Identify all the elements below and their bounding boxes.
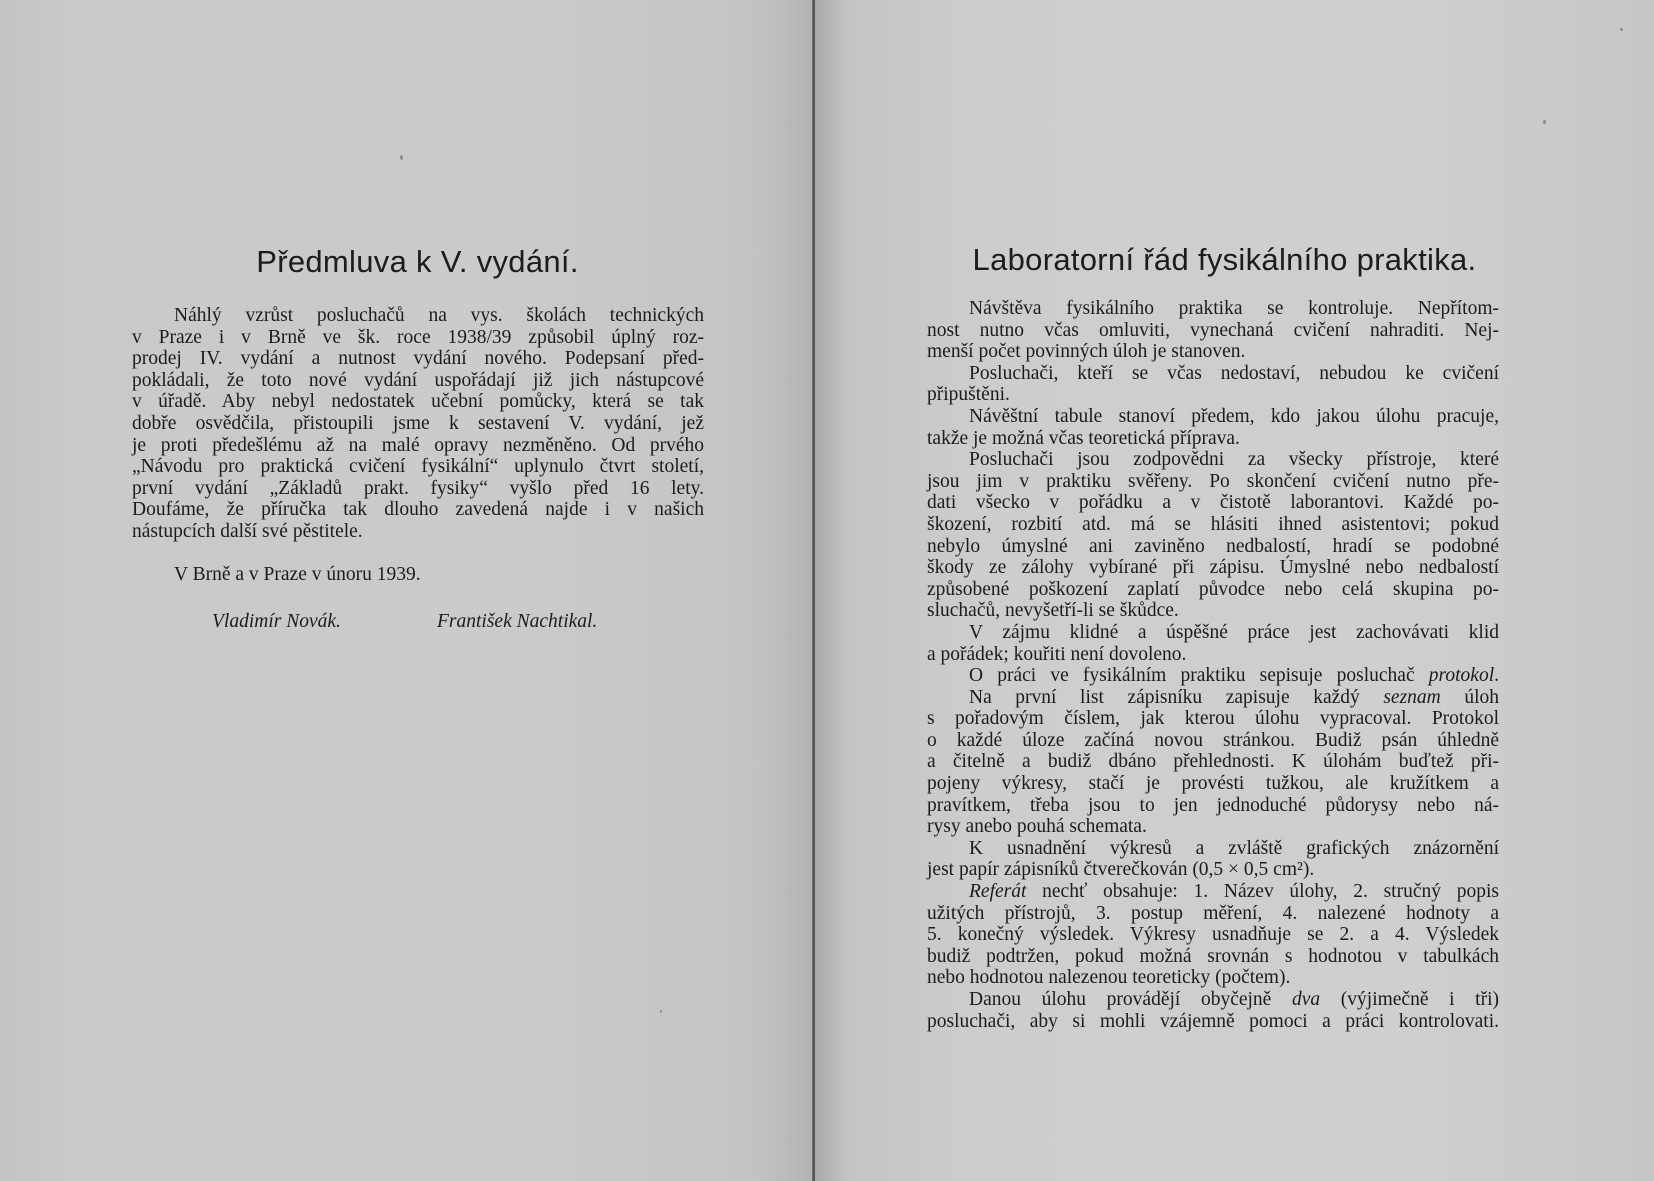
lab-rules-text-line (927, 903, 1499, 925)
text-segment: způsobené poškození zaplatí původce nebo celá skupina po- (927, 578, 1499, 600)
lab-rules-title: Laboratorní řád fysikálního praktika. (972, 242, 1477, 277)
text-segment: užitých přístrojů, 3. postup měření, 4. nalezené hodnoty a (927, 902, 1499, 924)
preface-text-line: je proti předešlému až na malé opravy nezměněno. Od prvého (132, 434, 704, 456)
lab-rules-text-line (927, 363, 1499, 385)
text-segment: K usnadnění výkresů a zvláště grafických znázornění (969, 837, 1499, 859)
lab-rules-text-line (927, 924, 1499, 946)
lab-rules-text-line (927, 449, 1499, 471)
preface-title: Předmluva k V. vydání. (256, 244, 579, 279)
preface-text-line: v Praze i v Brně ve šk. roce 1938/39 způsobil úplný roz- (132, 326, 704, 348)
text-segment: připuštěni. (927, 384, 1010, 406)
text-segment: o každé úloze začíná novou stránkou. Budiž psán úhledně (927, 729, 1499, 751)
text-segment: Na první list zápisníku zapisuje každý (969, 686, 1384, 708)
lab-rules-text-line (927, 492, 1499, 514)
lab-rules-text-line (927, 471, 1499, 493)
text-segment: V zájmu klidné a úspěšné práce jest zachovávati klid (969, 621, 1499, 643)
lab-rules-text-line (927, 557, 1499, 579)
text-segment: O práci ve fysikálním praktiku sepisuje posluchač (969, 665, 1429, 687)
text-segment: . (1494, 665, 1499, 687)
lab-rules-text-line (927, 514, 1499, 536)
italic-term: protokol (1428, 665, 1495, 687)
preface-text-line: nástupcích další své pěstitele. (132, 520, 363, 542)
lab-rules-body (927, 298, 1499, 1032)
italic-term: seznam (1383, 686, 1441, 708)
text-segment: rysy anebo pouhá schemata. (927, 816, 1147, 838)
lab-rules-text-line (927, 622, 1499, 644)
preface-text-line: Náhlý vzrůst posluchačů na vys. školách technických (174, 305, 704, 326)
lab-rules-text-line (927, 946, 1499, 968)
text-segment: nebo hodnotou nalezenou teoreticky (počtem). (927, 967, 1291, 989)
text-segment: budiž podtržen, pokud možná srovnán s hodnotou v tabulkách (927, 945, 1499, 967)
text-segment: nechť obsahuje: 1. Název úlohy, 2. stručný popis (1026, 881, 1499, 903)
text-segment: škody ze zálohy vybírané při zápisu. Úmyslné nebo nedbalostí (927, 557, 1499, 579)
lab-rules-text-line (927, 967, 1499, 989)
lab-rules-text-line (927, 644, 1499, 666)
text-segment: takže je možná včas teoretická příprava. (927, 427, 1240, 449)
lab-rules-text-line (927, 773, 1499, 795)
lab-rules-text-line (927, 838, 1499, 860)
text-segment: Návěštní tabule stanoví předem, kdo jakou úlohu pracuje, (969, 405, 1499, 427)
author-signature-nachtikal: František Nachtikal. (437, 611, 598, 632)
preface-text-line: dobře osvědčila, přistoupili jsme k sestavení V. vydání, jež (132, 412, 704, 434)
text-segment: Posluchači, kteří se včas nedostaví, nebudou ke cvičení (969, 362, 1499, 384)
preface-text-line: pokládali, že toto nové vydání uspořádají již jich nástupcové (132, 369, 704, 391)
lab-rules-text-line (927, 708, 1499, 730)
paper-speck (660, 1010, 662, 1013)
italic-term: Referát (969, 881, 1027, 903)
text-segment: a pořádek; kouřiti není dovoleno. (927, 643, 1187, 665)
text-segment: jsou jim v praktiku svěřeny. Po skončení cvičení nutno pře- (927, 470, 1499, 492)
preface-body (132, 305, 704, 543)
text-segment: úloh (1440, 686, 1499, 708)
paper-speck (400, 155, 403, 160)
text-segment: a čitelně a budiž dbáno přehlednosti. K úlohám buďtež při- (927, 751, 1499, 773)
preface-text-line: v úřadě. Aby nebyl nedostatek učební pomůcky, která se tak (132, 391, 704, 413)
lab-rules-text-line (927, 298, 1499, 320)
text-segment: pravítkem, třeba jsou to jen jednoduché půdorysy nebo ná- (927, 794, 1499, 816)
left-page (0, 0, 815, 1181)
text-segment: jest papír zápisníků čtverečkován (0,5 × 0,5 cm²). (927, 859, 1315, 881)
text-segment: Danou úlohu provádějí obyčejně (969, 989, 1292, 1010)
lab-rules-text-line (927, 816, 1499, 838)
lab-rules-text-line (927, 536, 1499, 558)
paper-speck (1620, 28, 1623, 31)
preface-date-line: V Brně a v Praze v únoru 1939. (174, 564, 421, 585)
lab-rules-text-line (927, 600, 1499, 622)
lab-rules-text-line (927, 751, 1499, 773)
text-segment: menší počet povinných úloh je stanoven. (927, 341, 1246, 363)
preface-text-line: prodej IV. vydání a nutnost vydání nového. Podepsaní před- (132, 348, 704, 370)
text-segment: (výjimečně i tři) (1320, 989, 1500, 1010)
lab-rules-text-line (927, 859, 1499, 881)
lab-rules-text-line (927, 665, 1499, 687)
lab-rules-text-line (927, 428, 1499, 450)
preface-text-line: Doufáme, že příručka tak dlouho zavedená najde i v našich (132, 499, 704, 521)
text-segment: dati všecko v pořádku a v čistotě laborantovi. Každé po- (927, 492, 1499, 514)
text-segment: škození, rozbití atd. má se hlásiti ihned asistentovi; pokud (927, 513, 1499, 535)
lab-rules-text-line (927, 1011, 1499, 1033)
right-page (815, 0, 1654, 1181)
text-segment: nost nutno včas omluviti, vynechaná cvičení nahraditi. Nej- (927, 319, 1499, 341)
preface-text-line: „Návodu pro praktická cvičení fysikální“ uplynulo čtvrt století, (132, 456, 704, 478)
lab-rules-text-line (927, 406, 1499, 428)
text-segment: Posluchači jsou zodpovědni za všecky přístroje, které (969, 449, 1499, 471)
preface-text-line: první vydání „Základů prakt. fysiky“ vyšlo před 16 lety. (132, 477, 704, 499)
paper-speck (1543, 120, 1546, 124)
text-segment: 5. konečný výsledek. Výkresy usnadňuje se 2. a 4. Výsledek (927, 924, 1499, 946)
lab-rules-text-line (927, 795, 1499, 817)
lab-rules-text-line (927, 341, 1499, 363)
text-segment: sluchačů, nevyšetří-li se škůdce. (927, 600, 1179, 622)
lab-rules-text-line (927, 989, 1499, 1011)
italic-term: dva (1291, 989, 1321, 1010)
lab-rules-text-line (927, 687, 1499, 709)
text-segment: pojeny výkresy, stačí je provésti tužkou, ale kružítkem a (927, 773, 1499, 795)
lab-rules-text-line (927, 384, 1499, 406)
lab-rules-text-line (927, 579, 1499, 601)
text-segment: Návštěva fysikálního praktika se kontroluje. Nepřítom- (969, 298, 1499, 319)
text-segment: posluchači, aby si mohli vzájemně pomoci a práci kontrolovati. (927, 1010, 1499, 1032)
lab-rules-text-line (927, 730, 1499, 752)
lab-rules-text-line (927, 320, 1499, 342)
author-signature-novak: Vladimír Novák. (212, 611, 341, 632)
text-segment: s pořadovým číslem, jak kterou úlohu vypracoval. Protokol (927, 708, 1499, 730)
text-segment: nebylo úmyslné ani zaviněno nedbalostí, hradí se podobné (927, 535, 1499, 557)
lab-rules-text-line (927, 881, 1499, 903)
